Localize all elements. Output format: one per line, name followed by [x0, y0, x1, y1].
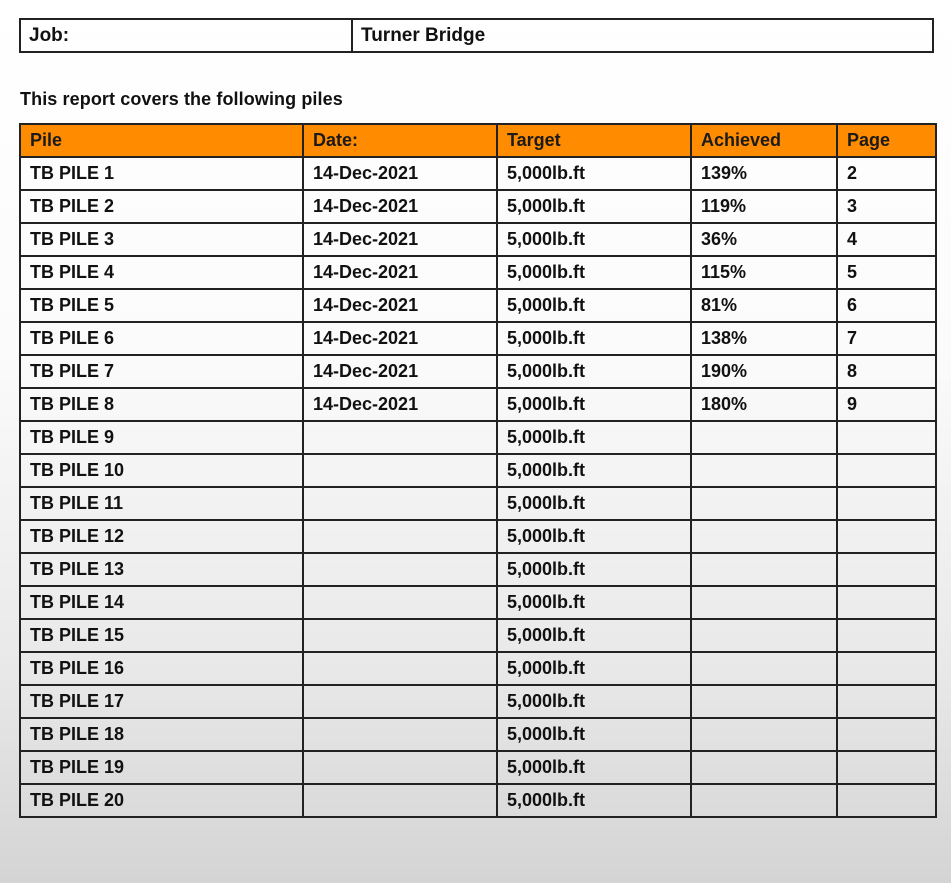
table-row — [20, 289, 936, 322]
cell-pile: TB PILE 20 — [20, 784, 303, 817]
cell-target: 5,000lb.ft — [497, 223, 691, 256]
cell-achieved — [691, 784, 837, 817]
cell-target: 5,000lb.ft — [497, 355, 691, 388]
cell-target: 5,000lb.ft — [497, 256, 691, 289]
cell-achieved — [691, 586, 837, 619]
header-date: Date: — [303, 124, 497, 157]
cell-pile: TB PILE 18 — [20, 718, 303, 751]
cell-target: 5,000lb.ft — [497, 619, 691, 652]
piles-table — [19, 123, 937, 818]
cell-achieved — [691, 751, 837, 784]
cell-pile: TB PILE 16 — [20, 652, 303, 685]
cell-achieved — [691, 454, 837, 487]
cell-page: 9 — [837, 388, 936, 421]
table-row — [20, 685, 936, 718]
cell-achieved — [691, 487, 837, 520]
cell-page — [837, 487, 936, 520]
table-row — [20, 388, 936, 421]
cell-page — [837, 718, 936, 751]
cell-achieved — [691, 520, 837, 553]
cell-pile: TB PILE 4 — [20, 256, 303, 289]
cell-target: 5,000lb.ft — [497, 784, 691, 817]
cell-date — [303, 553, 497, 586]
cell-date — [303, 619, 497, 652]
cell-target: 5,000lb.ft — [497, 553, 691, 586]
cell-target: 5,000lb.ft — [497, 421, 691, 454]
table-row — [20, 322, 936, 355]
cell-page: 3 — [837, 190, 936, 223]
cell-date — [303, 784, 497, 817]
cell-pile: TB PILE 5 — [20, 289, 303, 322]
job-value: Turner Bridge — [352, 19, 933, 52]
cell-target: 5,000lb.ft — [497, 487, 691, 520]
cell-pile: TB PILE 1 — [20, 157, 303, 190]
header-target: Target — [497, 124, 691, 157]
cell-target: 5,000lb.ft — [497, 685, 691, 718]
cell-date: 14-Dec-2021 — [303, 223, 497, 256]
cell-achieved: 119% — [691, 190, 837, 223]
cell-date — [303, 454, 497, 487]
cell-date: 14-Dec-2021 — [303, 322, 497, 355]
cell-page — [837, 652, 936, 685]
cell-pile: TB PILE 17 — [20, 685, 303, 718]
cell-date — [303, 652, 497, 685]
cell-page: 4 — [837, 223, 936, 256]
table-row — [20, 157, 936, 190]
cell-achieved — [691, 685, 837, 718]
table-row — [20, 355, 936, 388]
header-pile: Pile — [20, 124, 303, 157]
cell-achieved — [691, 421, 837, 454]
table-row — [20, 718, 936, 751]
table-row — [20, 751, 936, 784]
report-caption: This report covers the following piles — [20, 89, 343, 109]
cell-achieved: 36% — [691, 223, 837, 256]
table-row — [20, 454, 936, 487]
cell-page — [837, 619, 936, 652]
cell-date: 14-Dec-2021 — [303, 388, 497, 421]
job-label: Job: — [20, 19, 352, 52]
cell-pile: TB PILE 3 — [20, 223, 303, 256]
cell-pile: TB PILE 19 — [20, 751, 303, 784]
cell-target: 5,000lb.ft — [497, 718, 691, 751]
cell-page — [837, 454, 936, 487]
cell-pile: TB PILE 14 — [20, 586, 303, 619]
cell-pile: TB PILE 7 — [20, 355, 303, 388]
table-row — [20, 784, 936, 817]
table-row — [20, 553, 936, 586]
cell-pile: TB PILE 13 — [20, 553, 303, 586]
cell-achieved: 180% — [691, 388, 837, 421]
table-row — [20, 652, 936, 685]
table-row — [20, 223, 936, 256]
cell-achieved — [691, 718, 837, 751]
cell-pile: TB PILE 12 — [20, 520, 303, 553]
cell-target: 5,000lb.ft — [497, 751, 691, 784]
cell-page: 2 — [837, 157, 936, 190]
cell-achieved: 81% — [691, 289, 837, 322]
cell-date: 14-Dec-2021 — [303, 256, 497, 289]
cell-target: 5,000lb.ft — [497, 157, 691, 190]
cell-page — [837, 751, 936, 784]
cell-date — [303, 487, 497, 520]
cell-page: 7 — [837, 322, 936, 355]
cell-achieved: 138% — [691, 322, 837, 355]
cell-date — [303, 421, 497, 454]
cell-page — [837, 586, 936, 619]
cell-page — [837, 685, 936, 718]
cell-target: 5,000lb.ft — [497, 289, 691, 322]
table-row — [20, 520, 936, 553]
cell-page: 5 — [837, 256, 936, 289]
table-header-row — [20, 124, 936, 157]
cell-achieved: 139% — [691, 157, 837, 190]
cell-pile: TB PILE 15 — [20, 619, 303, 652]
cell-achieved — [691, 652, 837, 685]
job-info-table — [19, 18, 934, 53]
cell-target: 5,000lb.ft — [497, 388, 691, 421]
cell-date — [303, 718, 497, 751]
cell-pile: TB PILE 9 — [20, 421, 303, 454]
cell-date — [303, 685, 497, 718]
cell-page — [837, 421, 936, 454]
cell-target: 5,000lb.ft — [497, 652, 691, 685]
cell-target: 5,000lb.ft — [497, 586, 691, 619]
cell-date — [303, 520, 497, 553]
cell-page — [837, 520, 936, 553]
cell-achieved: 115% — [691, 256, 837, 289]
cell-date — [303, 751, 497, 784]
cell-achieved — [691, 553, 837, 586]
cell-achieved — [691, 619, 837, 652]
cell-date: 14-Dec-2021 — [303, 157, 497, 190]
header-page: Page — [837, 124, 936, 157]
cell-date — [303, 586, 497, 619]
table-row — [20, 586, 936, 619]
table-row — [20, 487, 936, 520]
cell-target: 5,000lb.ft — [497, 454, 691, 487]
cell-date: 14-Dec-2021 — [303, 355, 497, 388]
table-row — [20, 190, 936, 223]
cell-page: 8 — [837, 355, 936, 388]
table-row — [20, 619, 936, 652]
cell-page: 6 — [837, 289, 936, 322]
cell-target: 5,000lb.ft — [497, 190, 691, 223]
cell-pile: TB PILE 6 — [20, 322, 303, 355]
cell-pile: TB PILE 11 — [20, 487, 303, 520]
header-achieved: Achieved — [691, 124, 837, 157]
table-body — [20, 157, 936, 817]
cell-pile: TB PILE 2 — [20, 190, 303, 223]
cell-page — [837, 784, 936, 817]
table-row — [20, 256, 936, 289]
cell-pile: TB PILE 8 — [20, 388, 303, 421]
cell-target: 5,000lb.ft — [497, 520, 691, 553]
job-row — [20, 19, 933, 52]
cell-pile: TB PILE 10 — [20, 454, 303, 487]
cell-date: 14-Dec-2021 — [303, 289, 497, 322]
table-row — [20, 421, 936, 454]
cell-date: 14-Dec-2021 — [303, 190, 497, 223]
cell-achieved: 190% — [691, 355, 837, 388]
cell-target: 5,000lb.ft — [497, 322, 691, 355]
cell-page — [837, 553, 936, 586]
